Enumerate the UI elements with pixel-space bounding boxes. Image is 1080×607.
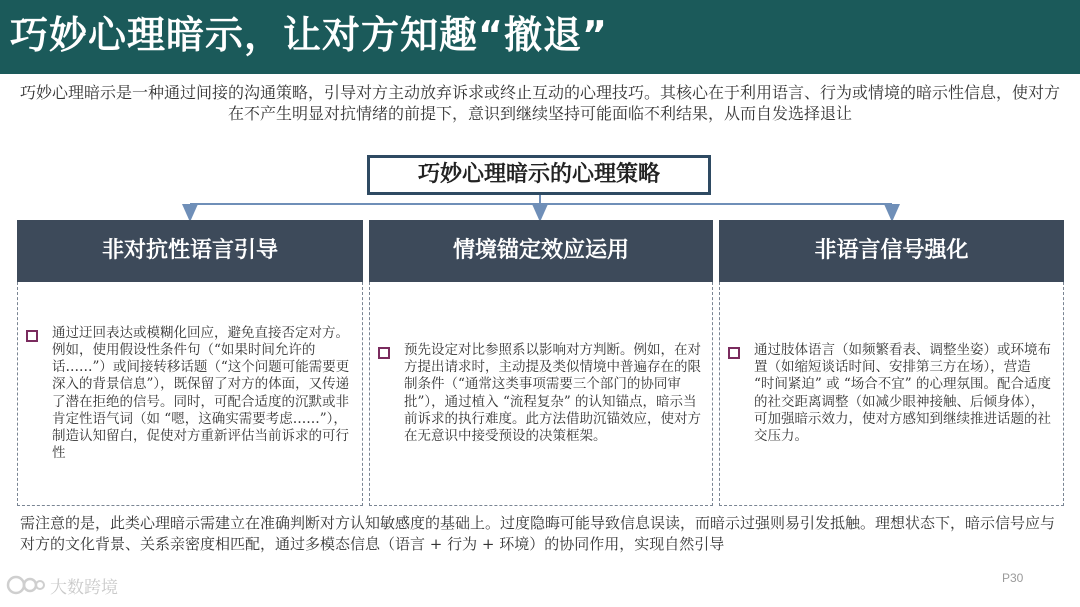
page-number: P30	[1002, 571, 1024, 585]
intro-paragraph: 巧妙心理暗示是一种通过间接的沟通策略，引导对方主动放弃诉求或终止互动的心理技巧。其核心在于利用语言、行为或情境的暗示性信息，使对方在不产生明显对抗情绪的前提下，意识到继续坚持可能面临不利结果，从而自发选择退让	[20, 83, 1061, 123]
brand-watermark	[6, 570, 118, 600]
column-body-anchoring	[369, 282, 713, 506]
list-item	[370, 342, 712, 445]
column-text-language: 通过迂回表达或模糊化回应，避免直接否定对方。例如，使用假设性条件句（“如果时间允许的话……”）或间接转移话题（“这个问题可能需要更深入的背景信息”），既保留了对方的体面，又传递了潜在拒绝的信号。同时，可配合适度的沉默或非肯定性语气词（如 “嗯，这确实需要考虑……”），制造认知留白，促使对方重新评估当前诉求的可行性	[52, 324, 350, 462]
column-body-language	[17, 282, 363, 506]
column-text-anchoring: 预先设定对比参照系以影响对方判断。例如，在对方提出请求时，主动提及类似情境中普遍存在的限制条件（“通常这类事项需要三个部门的协同审批”），通过植入 “流程复杂” 的认知锚点，暗示当前诉求的执行难度。此方法借助沉锚效应，使对方在无意识中接受预设的决策框架。	[404, 341, 701, 444]
column-header-anchoring: 情境锚定效应运用	[369, 220, 713, 282]
strategy-title: 巧妙心理暗示的心理策略	[417, 162, 660, 187]
square-bullet-icon	[378, 347, 390, 359]
strategy-title-box	[367, 155, 711, 195]
square-bullet-icon	[728, 347, 740, 359]
list-item	[720, 342, 1063, 445]
brand-name: 大数跨境	[50, 577, 118, 598]
title-bar	[0, 0, 1080, 74]
column-header-language: 非对抗性语言引导	[17, 220, 363, 282]
column-header-nonverbal: 非语言信号强化	[719, 220, 1064, 282]
square-bullet-icon	[26, 330, 38, 342]
column-text-nonverbal: 通过肢体语言（如频繁看表、调整坐姿）或环境布置（如缩短谈话时间、安排第三方在场），营造 “时间紧迫” 或 “场合不宜” 的心理氛围。配合适度的社交距离调整（如减少眼神接触、后倾身体），可加强暗示效力，使对方感知到继续推进话题的社交压力。	[754, 341, 1051, 444]
footer-note: 需注意的是，此类心理暗示需建立在准确判断对方认知敏感度的基础上。过度隐晦可能导致信息误读，而暗示过强则易引发抵触。理想状态下，暗示信号应与对方的文化背景、关系亲密度相匹配，通过多模态信息（语言 + 行为 + 环境）的协同作用，实现自然引导	[20, 514, 1056, 553]
column-body-nonverbal	[719, 282, 1064, 506]
slide-title: 巧妙心理暗示，让对方知趣“撤退”	[10, 13, 608, 57]
list-item	[18, 325, 362, 463]
brand-logo-icon	[6, 572, 46, 598]
